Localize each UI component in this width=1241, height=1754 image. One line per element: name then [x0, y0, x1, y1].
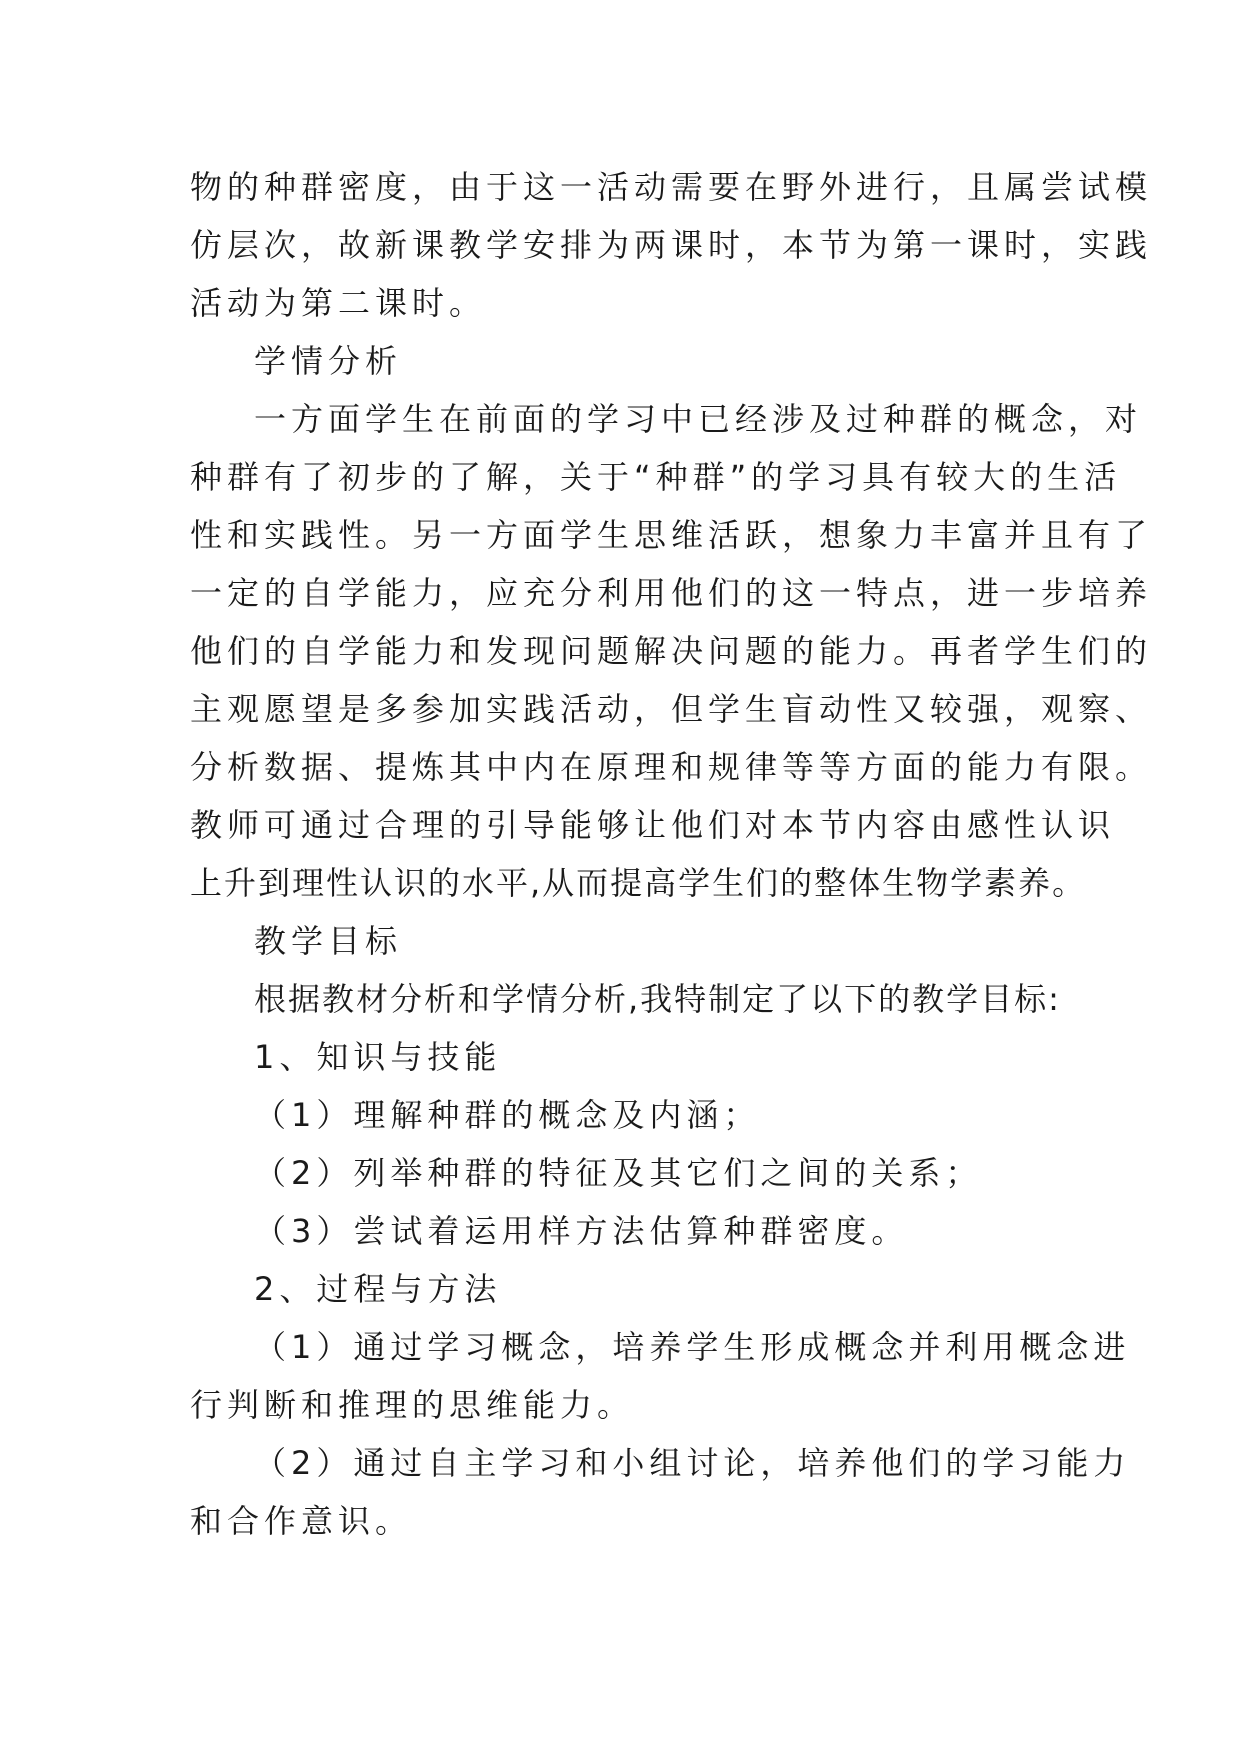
paragraph-line: 他们的自学能力和发现问题解决问题的能力。再者学生们的 [190, 632, 1153, 670]
paragraph-line: 主观愿望是多参加实践活动，但学生盲动性又较强，观察、 [190, 690, 1153, 728]
section-heading-student-analysis: 学情分析 [254, 342, 403, 380]
paragraph-line: 教师可通过合理的引导能够让他们对本节内容由感性认识 [190, 806, 1116, 844]
list-item: （1）通过学习概念，培养学生形成概念并利用概念进 [254, 1328, 1131, 1366]
paragraph-line: 一定的自学能力，应充分利用他们的这一特点，进一步培养 [190, 574, 1153, 612]
paragraph-line: 物的种群密度，由于这一活动需要在野外进行，且属尝试模 [190, 168, 1153, 206]
list-item: （3）尝试着运用样方法估算种群密度。 [254, 1212, 909, 1250]
section-heading-teaching-goals: 教学目标 [254, 922, 403, 960]
paragraph-line: 行判断和推理的思维能力。 [190, 1386, 635, 1424]
paragraph-line: 种群有了初步的了解，关于“种群”的学习具有较大的生活 [190, 458, 1122, 496]
paragraph-line: 根据教材分析和学情分析,我特制定了以下的教学目标: [254, 980, 1061, 1018]
list-item: （2）通过自主学习和小组讨论，培养他们的学习能力 [254, 1444, 1131, 1482]
paragraph-line: 仿层次，故新课教学安排为两课时，本节为第一课时，实践 [190, 226, 1153, 264]
paragraph-line: 分析数据、提炼其中内在原理和规律等等方面的能力有限。 [190, 748, 1153, 786]
list-item: （2）列举种群的特征及其它们之间的关系； [254, 1154, 983, 1192]
paragraph-line: 一方面学生在前面的学习中已经涉及过种群的概念，对 [254, 400, 1143, 438]
list-item: （1）理解种群的概念及内涵； [254, 1096, 761, 1134]
subsection-heading-knowledge-skills: 1、知识与技能 [254, 1038, 502, 1076]
paragraph-line: 性和实践性。另一方面学生思维活跃，想象力丰富并且有了 [190, 516, 1153, 554]
paragraph-line: 活动为第二课时。 [190, 284, 487, 322]
paragraph-line: 和合作意识。 [190, 1502, 413, 1540]
subsection-heading-process-methods: 2、过程与方法 [254, 1270, 502, 1308]
paragraph-line: 上升到理性认识的水平,从而提高学生们的整体生物学素养。 [190, 864, 1087, 902]
body-text [190, 158, 1153, 1550]
